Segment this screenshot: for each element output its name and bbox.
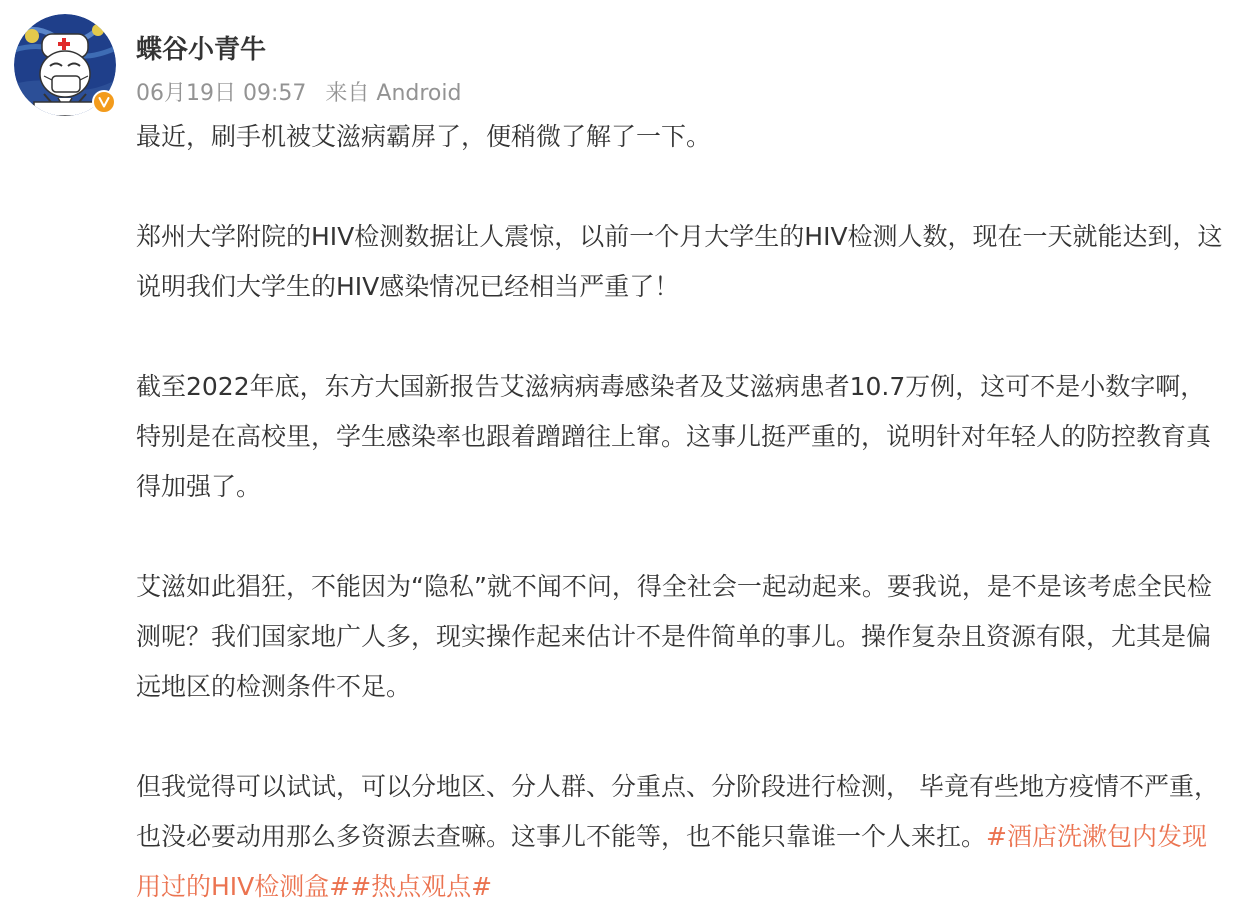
hashtag-link[interactable]: #热点观点#: [350, 872, 493, 901]
post-paragraph-1: 最近，刷手机被艾滋病霸屏了，便稍微了解了一下。: [136, 122, 712, 151]
user-avatar[interactable]: [14, 14, 116, 116]
post-paragraph-5-text: 但我觉得可以试试，可以分地区、分人群、分重点、分阶段进行检测， 毕竟有些地方疫情不严重，也没必要动用那么多资源去查嘛。这事儿不能等，也不能只靠谁一个人来扛。: [136, 772, 1219, 851]
post-meta: [136, 78, 461, 110]
post-source: 来自 Android: [325, 81, 462, 106]
post-date: 06月19日: [136, 81, 236, 106]
post-paragraph-4: 艾滋如此猖狂，不能因为“隐私”就不闻不问，得全社会一起动起来。要我说，是不是该考虑全民检测呢？我们国家地广人多，现实操作起来估计不是件简单的事儿。操作复杂且资源有限，尤其是偏远地区的检测条件不足。: [136, 572, 1212, 701]
post-paragraph-3: 截至2022年底，东方大国新报告艾滋病病毒感染者及艾滋病患者10.7万例，这可不是小数字啊，特别是在高校里，学生感染率也跟着蹭蹭往上窜。这事儿挺严重的，说明针对年轻人的防控教育真得加强了。: [136, 372, 1212, 501]
hashtag-link[interactable]: #酒店洗漱包内发现用过的HIV检测盒#: [136, 822, 1207, 901]
verified-badge-icon: [92, 90, 116, 114]
post-time: 09:57: [243, 81, 307, 106]
post-paragraph-2: 郑州大学附院的HIV检测数据让人震惊，以前一个月大学生的HIV检测人数，现在一天就能达到，这说明我们大学生的HIV感染情况已经相当严重了！: [136, 222, 1223, 301]
post-body: [136, 112, 1226, 912]
username[interactable]: 蝶谷小青牛: [136, 35, 267, 65]
post-paragraph-5: [136, 762, 1226, 912]
